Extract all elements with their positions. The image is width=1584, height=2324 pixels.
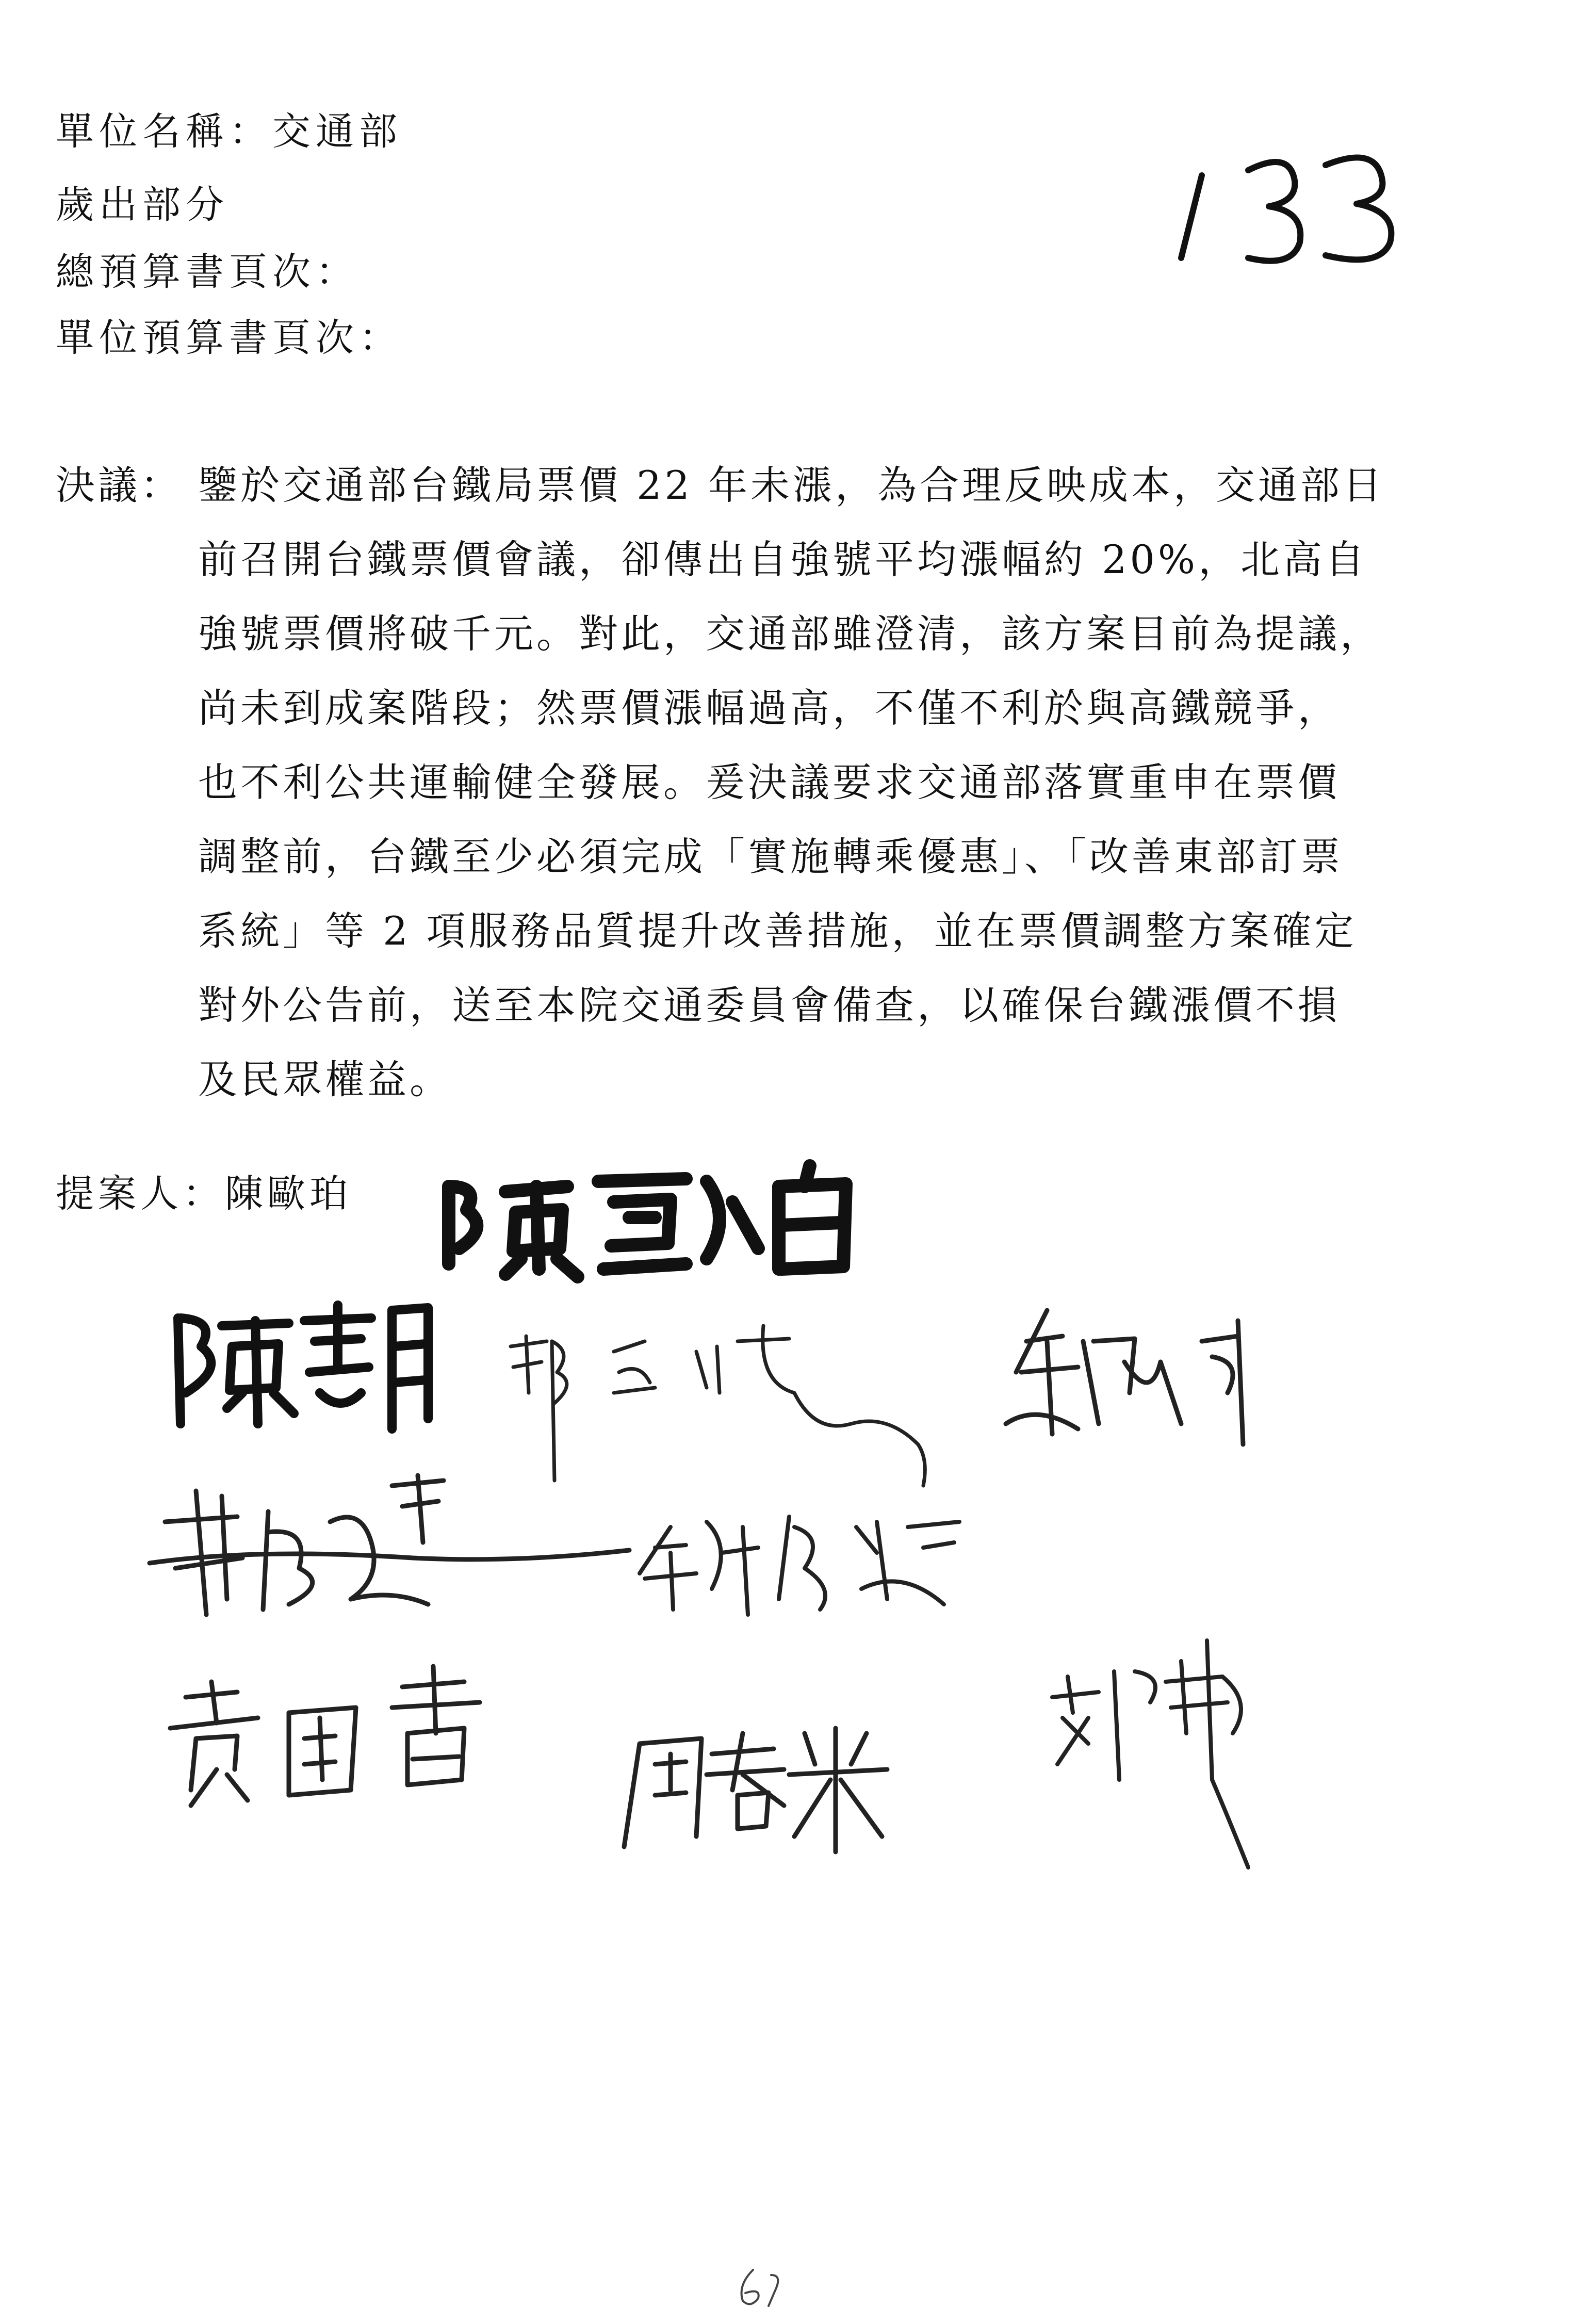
signature-lin-chun-hsien	[150, 1475, 629, 1615]
resolution-row	[56, 677, 1459, 751]
signature-liu-chien-kuo	[1052, 1640, 1248, 1867]
resolution-line: 鑒於交通部台鐵局票價 22 年未漲，為合理反映成本，交通部日	[198, 462, 1385, 508]
resolution-line: 對外公告前，送至本院交通委員會備查，以確保台鐵漲價不損	[198, 982, 1340, 1028]
resolution-line: 系統」等 2 項服務品質提升改善措施，並在票價調整方案確定	[198, 908, 1357, 954]
signature-chung-chia-pin	[1006, 1310, 1243, 1444]
section-line: 歲出部分	[56, 183, 229, 227]
signature-chou-chun-mi	[624, 1728, 887, 1852]
resolution-row	[56, 900, 1459, 974]
resolution-line: 調整前，台鐵至少必須完成「實施轉乘優惠」、「改善東部訂票	[198, 834, 1343, 880]
resolution-row	[56, 454, 1459, 528]
proposer-label: 提案人：陳歐珀	[56, 1172, 352, 1216]
signature-huang-kuo-shu	[170, 1666, 480, 1806]
unit-budget-page-line: 單位預算書頁次：	[56, 316, 402, 360]
resolution-line: 及民眾權益。	[198, 1057, 452, 1102]
signature-chung-kung-chao	[640, 1517, 959, 1615]
resolution-row	[56, 1048, 1459, 1123]
resolution-block	[56, 454, 1459, 1123]
signature-chen-ou-po	[449, 1166, 846, 1277]
resolution-row	[56, 528, 1459, 603]
resolution-label: 決議：	[56, 462, 183, 508]
resolution-row	[56, 825, 1459, 900]
signature-cheng-pao-ching	[511, 1326, 925, 1486]
unit-name-line: 單位名稱：交通部	[56, 109, 402, 154]
resolution-row	[56, 974, 1459, 1048]
total-budget-page-line: 總預算書頁次：	[56, 250, 359, 294]
resolution-row	[56, 603, 1459, 677]
resolution-line: 也不利公共運輸健全發展。爰決議要求交通部落實重申在票價	[198, 759, 1340, 805]
handwritten-page-number	[1171, 139, 1413, 273]
resolution-row	[56, 751, 1459, 825]
signature-chen-su-yue	[178, 1305, 428, 1429]
footer-page-number	[732, 2265, 789, 2311]
resolution-line: 強號票價將破千元。對此，交通部雖澄清，該方案目前為提議，	[198, 611, 1382, 657]
resolution-line: 前召開台鐵票價會議，卻傳出自強號平均漲幅約 20%，北高自	[198, 537, 1368, 582]
resolution-line: 尚未到成案階段；然票價漲幅過高，不僅不利於與高鐵競爭，	[198, 685, 1340, 731]
